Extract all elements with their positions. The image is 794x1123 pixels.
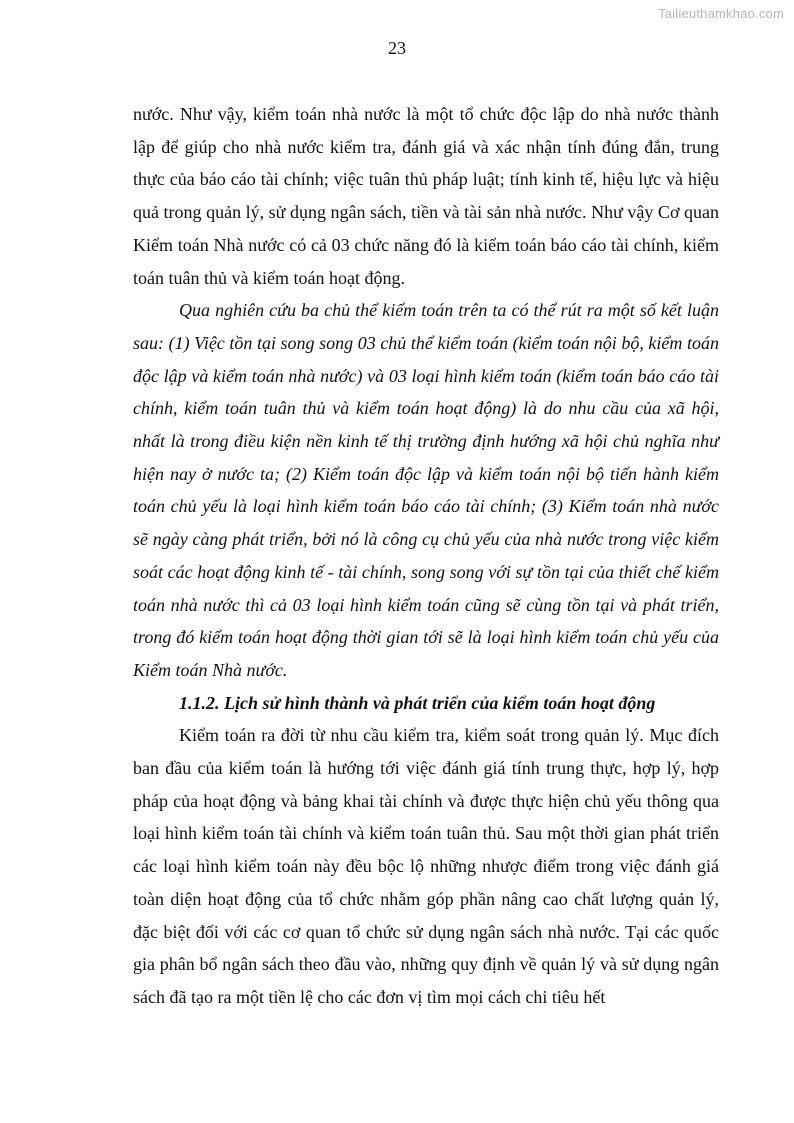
watermark-text: Tailieuthamkhao.com xyxy=(658,6,784,21)
paragraph-conclusions: Qua nghiên cứu ba chủ thể kiểm toán trên ta có thể rút ra một số kết luận sau: (1) Việc tồn tại song song 03 chủ thể kiểm toán (kiểm toán nội bộ, kiểm toán độc lập và kiểm toán nhà nước) và 03 loại hình kiểm toán (kiểm toán báo cáo tài chính, kiểm toán tuân thủ và kiểm toán hoạt động) là do nhu cầu của xã hội, nhất là trong điều kiện nền kinh tế thị trường định hướng xã hội chủ nghĩa như hiện nay ở nước ta; (2) Kiểm toán độc lập và kiểm toán nội bộ tiến hành kiểm toán chủ yếu là loại hình kiểm toán báo cáo tài chính; (3) Kiểm toán nhà nước sẽ ngày càng phát triển, bởi nó là công cụ chủ yếu của nhà nước trong việc kiểm soát các hoạt động kinh tế - tài chính, song song với sự tồn tại của thiết chế kiểm toán nhà nước thì cả 03 loại hình kiểm toán cũng sẽ cùng tồn tại và phát triển, trong đó kiểm toán hoạt động thời gian tới sẽ là loại hình kiểm toán chủ yếu của Kiểm toán Nhà nước. xyxy=(133,300,719,680)
section-heading-1-1-2: 1.1.2. Lịch sử hình thành và phát triển của kiểm toán hoạt động xyxy=(179,692,656,713)
document-body xyxy=(133,98,719,1014)
page-number: 23 xyxy=(388,38,406,58)
paragraph-history: Kiểm toán ra đời từ nhu cầu kiểm tra, kiểm soát trong quản lý. Mục đích ban đầu của kiểm toán là hướng tới việc đánh giá tính trung thực, hợp lý, hợp pháp của hoạt động và bảng khai tài chính và được thực hiện chủ yếu thông qua loại hình kiểm toán tài chính và kiểm toán tuân thủ. Sau một thời gian phát triển các loại hình kiểm toán này đều bộc lộ những nhược điểm trong việc đánh giá toàn diện hoạt động của tổ chức nhằm góp phần nâng cao chất lượng quản lý, đặc biệt đối với các cơ quan tổ chức sử dụng ngân sách nhà nước. Tại các quốc gia phân bổ ngân sách theo đầu vào, những quy định về quản lý và sử dụng ngân sách đã tạo ra một tiền lệ cho các đơn vị tìm mọi cách chi tiêu hết xyxy=(133,725,719,1007)
paragraph-audit-functions: nước. Như vậy, kiểm toán nhà nước là một tổ chức độc lập do nhà nước thành lập để giúp cho nhà nước kiểm tra, đánh giá và xác nhận tính đúng đắn, trung thực của báo cáo tài chính; việc tuân thủ pháp luật; tính kinh tế, hiệu lực và hiệu quả trong quản lý, sử dụng ngân sách, tiền và tài sản nhà nước. Như vậy Cơ quan Kiểm toán Nhà nước có cả 03 chức năng đó là kiểm toán báo cáo tài chính, kiểm toán tuân thủ và kiểm toán hoạt động. xyxy=(133,104,719,288)
